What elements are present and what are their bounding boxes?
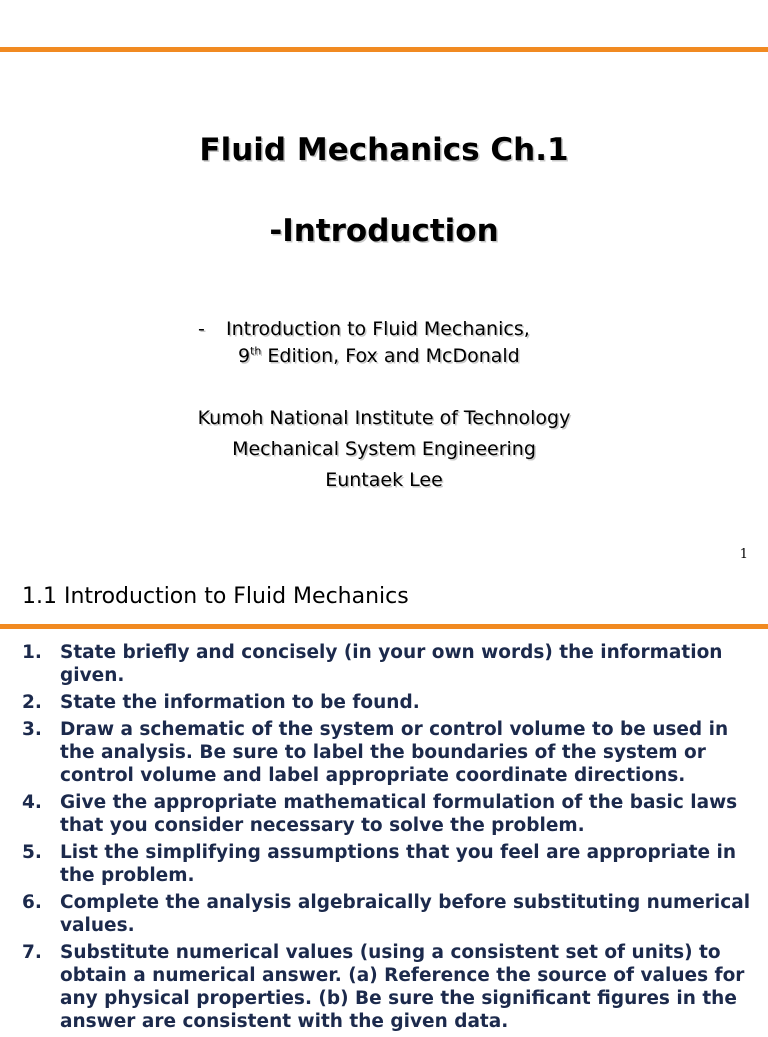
list-item-number: 4.	[22, 792, 42, 813]
list-item-text: Draw a schematic of the system or control volume to be used in the analysis. Be sure to label the boundaries of the system or control volume and label appropriate coordinate directions.	[60, 719, 729, 786]
textbook-reference	[198, 316, 530, 370]
slide-subtitle: -Introduction	[269, 213, 499, 249]
top-orange-rule	[0, 47, 768, 52]
slide-title: Fluid Mechanics Ch.1	[199, 132, 569, 168]
page-number: 1	[739, 547, 748, 562]
section-heading: 1.1 Introduction to Fluid Mechanics	[22, 584, 409, 609]
list-item	[22, 941, 752, 1033]
list-item-text: State the information to be found.	[60, 692, 420, 713]
list-item-text: Give the appropriate mathematical formulation of the basic laws that you consider necessary to solve the problem.	[60, 792, 738, 836]
list-item	[22, 718, 752, 787]
list-item	[22, 891, 752, 937]
list-item	[22, 641, 752, 687]
list-item-text: List the simplifying assumptions that you feel are appropriate in the problem.	[60, 842, 737, 886]
institution-name: Kumoh National Institute of Technology	[197, 407, 571, 429]
list-item	[22, 791, 752, 837]
list-item-number: 3.	[22, 719, 42, 740]
edition-authors: Edition, Fox and McDonald	[261, 345, 520, 367]
list-item-number: 5.	[22, 842, 42, 863]
reference-bullet: -	[198, 318, 205, 340]
list-item-text: Substitute numerical values (using a consistent set of units) to obtain a numerical answer. (a) Reference the source of values for any physical properties. (b) Be sure the significant figures in the answer are consistent with the given data.	[60, 942, 745, 1032]
list-item-text: Complete the analysis algebraically before substituting numerical values.	[60, 892, 751, 936]
edition-suffix: th	[250, 344, 262, 358]
reference-line-1	[198, 316, 530, 343]
list-item-number: 7.	[22, 942, 42, 963]
list-item-number: 2.	[22, 692, 42, 713]
department-name: Mechanical System Engineering	[232, 438, 536, 460]
list-item-number: 1.	[22, 642, 42, 663]
problem-solving-steps	[22, 641, 752, 1037]
reference-title: Introduction to Fluid Mechanics,	[226, 318, 530, 340]
list-item-text: State briefly and concisely (in your own words) the information given.	[60, 642, 723, 686]
edition-number: 9	[238, 345, 251, 367]
list-item-number: 6.	[22, 892, 42, 913]
author-name: Euntaek Lee	[325, 469, 443, 491]
section-orange-rule	[0, 624, 768, 629]
list-item	[22, 691, 752, 714]
reference-line-2	[198, 343, 530, 370]
list-item	[22, 841, 752, 887]
